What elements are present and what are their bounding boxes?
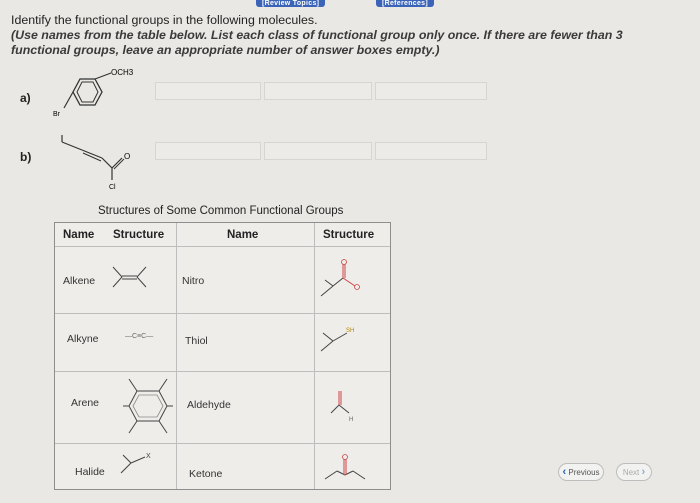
chevron-left-icon: ‹	[562, 466, 567, 478]
chevron-right-icon: ›	[641, 466, 646, 478]
question-b-label: b)	[20, 150, 32, 164]
next-label: Next	[622, 468, 640, 477]
aldehyde-structure	[317, 383, 369, 427]
ketone-structure	[319, 449, 371, 485]
name-halide: Halide	[75, 466, 105, 478]
name-alkene: Alkene	[63, 275, 96, 287]
molecule-b-structure	[48, 128, 138, 190]
cl-label: Cl	[109, 184, 116, 190]
name-ketone: Ketone	[189, 468, 223, 480]
name-thiol: Thiol	[185, 335, 208, 347]
prompt-line: Identify the functional groups in the following molecules.	[11, 13, 318, 27]
name-nitro: Nitro	[182, 275, 205, 287]
thiol-structure	[317, 321, 369, 357]
header-name-right: Name	[227, 229, 259, 241]
answer-a-2[interactable]	[264, 82, 372, 100]
column-divider	[176, 223, 177, 489]
question-a-label: a)	[20, 91, 31, 105]
question-prompt	[11, 13, 681, 58]
h-label: H	[349, 417, 354, 423]
header-divider	[55, 246, 390, 247]
molecule-a-structure	[44, 64, 144, 124]
previous-button[interactable]	[558, 463, 604, 481]
prompt-instructions: (Use names from the table below. List each class of functional group only once. If there are fewer than 3 functional groups, leave an appropriate number of answer boxes empty.)	[11, 28, 623, 57]
arene-structure	[123, 375, 173, 439]
br-label: Br	[53, 111, 60, 118]
carbonyl-o-label: O	[124, 152, 131, 161]
header-name-left: Name	[63, 229, 95, 241]
row-divider	[55, 443, 390, 444]
row-divider	[55, 313, 390, 314]
row-divider	[55, 371, 390, 372]
name-arene: Arene	[71, 397, 100, 409]
references-link[interactable]: [References]	[376, 0, 434, 7]
sh-label: SH	[346, 328, 355, 334]
previous-label: Previous	[568, 468, 600, 477]
answer-b-1[interactable]	[155, 142, 261, 160]
x-label: X	[146, 453, 151, 460]
header-structure-right: Structure	[323, 229, 375, 241]
header-structure-left: Structure	[113, 229, 165, 241]
och3-label: OCH3	[111, 68, 134, 77]
nitro-structure	[317, 256, 369, 304]
answer-b-2[interactable]	[264, 142, 372, 160]
review-topics-link[interactable]: [Review Topics]	[256, 0, 325, 7]
table-caption: Structures of Some Common Functional Groups	[98, 205, 344, 217]
name-aldehyde: Aldehyde	[187, 399, 231, 411]
top-bar	[0, 0, 700, 9]
halide-structure	[117, 449, 161, 477]
alkyne-structure: —C≡C—	[125, 333, 154, 340]
next-button[interactable]	[616, 463, 652, 481]
functional-groups-table	[54, 222, 391, 490]
name-alkyne: Alkyne	[67, 333, 99, 345]
answer-b-3[interactable]	[375, 142, 487, 160]
answer-a-3[interactable]	[375, 82, 487, 100]
alkene-structure	[111, 263, 151, 293]
answer-a-1[interactable]	[155, 82, 261, 100]
column-divider	[314, 223, 315, 489]
